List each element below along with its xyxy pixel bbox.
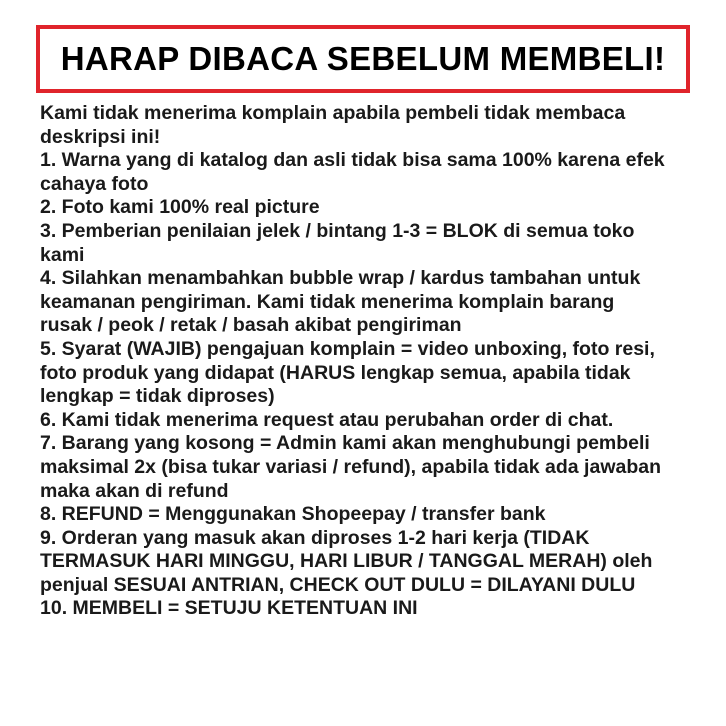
terms-line: maksimal 2x (bisa tukar variasi / refund), apabila tidak ada jawaban bbox=[40, 455, 662, 478]
terms-line: cahaya foto bbox=[40, 172, 149, 195]
terms-line: 6. Kami tidak menerima request atau perubahan order di chat. bbox=[40, 408, 614, 431]
terms-line: keamanan pengiriman. Kami tidak menerima komplain barang bbox=[40, 290, 615, 313]
terms-line: 1. Warna yang di katalog dan asli tidak bisa sama 100% karena efek bbox=[40, 149, 665, 172]
notice-header-box bbox=[36, 25, 690, 93]
terms-line: 2. Foto kami 100% real picture bbox=[40, 196, 320, 219]
terms-line: 4. Silahkan menambahkan bubble wrap / kardus tambahan untuk bbox=[40, 267, 641, 290]
terms-line: foto produk yang didapat (HARUS lengkap semua, apabila tidak bbox=[40, 361, 631, 384]
terms-line: 7. Barang yang kosong = Admin kami akan menghubungi pembeli bbox=[40, 432, 650, 455]
terms-list bbox=[40, 102, 700, 621]
terms-line: Kami tidak menerima komplain apabila pembeli tidak membaca bbox=[40, 102, 626, 124]
terms-line: TERMASUK HARI MINGGU, HARI LIBUR / TANGGAL MERAH) oleh bbox=[40, 550, 653, 573]
terms-line: 5. Syarat (WAJIB) pengajuan komplain = video unboxing, foto resi, bbox=[40, 337, 655, 360]
terms-line: 8. REFUND = Menggunakan Shopeepay / transfer bank bbox=[40, 503, 546, 526]
terms-line: kami bbox=[40, 243, 85, 266]
terms-line: lengkap = tidak diproses) bbox=[40, 385, 275, 408]
terms-line: deskripsi ini! bbox=[40, 125, 161, 148]
terms-line: 3. Pemberian penilaian jelek / bintang 1-3 = BLOK di semua toko bbox=[40, 219, 635, 242]
terms-line: rusak / peok / retak / basah akibat pengiriman bbox=[40, 314, 462, 337]
terms-line: maka akan di refund bbox=[40, 479, 229, 502]
terms-line: 9. Orderan yang masuk akan diproses 1-2 hari kerja (TIDAK bbox=[40, 526, 590, 549]
notice-title: HARAP DIBACA SEBELUM MEMBELI! bbox=[60, 40, 666, 77]
terms-line: 10. MEMBELI = SETUJU KETENTUAN INI bbox=[40, 597, 418, 620]
terms-line: penjual SESUAI ANTRIAN, CHECK OUT DULU = DILAYANI DULU bbox=[40, 573, 636, 596]
